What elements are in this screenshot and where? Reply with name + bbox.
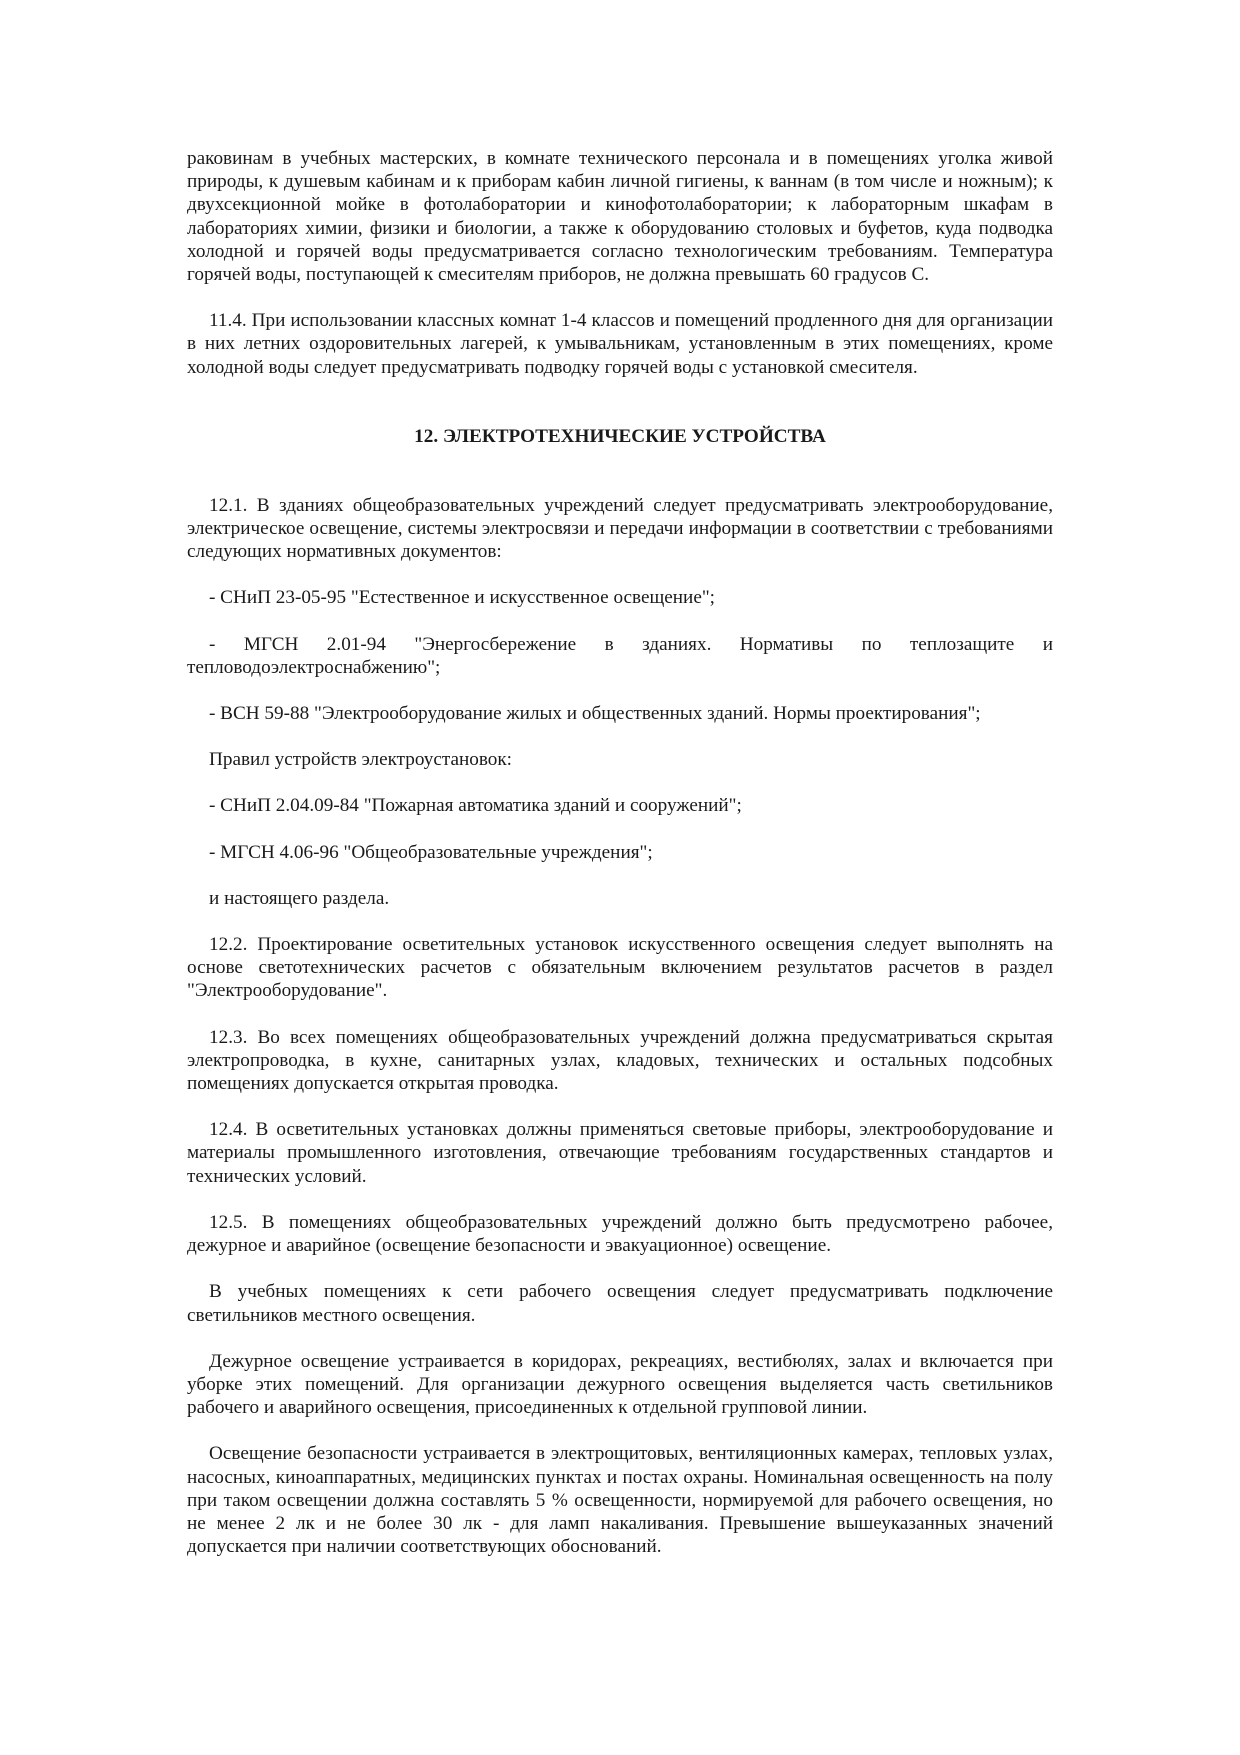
paragraph-local-lighting: В учебных помещениях к сети рабочего освещения следует предусматривать подключение светильников местного освещения.: [187, 1281, 1053, 1326]
paragraph-12-3: 12.3. Во всех помещениях общеобразовательных учреждений должна предусматриваться скрытая электропроводка, в кухне, санитарных узлах, кладовых, технических и остальных подсобных помещениях допускается открытая проводка.: [187, 1026, 1053, 1095]
paragraph-12-4: 12.4. В осветительных установках должны применяться световые приборы, электрооборудование и материалы промышленного изготовления, отвечающие требованиям государственных стандартов и технических условий.: [187, 1119, 1053, 1187]
list-item-mgsn-2-01-94: - МГСН 2.01-94 "Энергосбережение в зданиях. Нормативы по теплозащите и тепловодоэлектроснабжению";: [187, 633, 1053, 678]
paragraph-this-section: и настоящего раздела.: [209, 887, 390, 909]
paragraph-safety-lighting: Освещение безопасности устраивается в электрощитовых, вентиляционных камерах, тепловых узлах, насосных, киноаппаратных, медицинских пунктах и постах охраны. Номинальная освещенность на полу при таком освещении должна составлять 5 % освещенности, нормируемой для рабочего освещения, но не менее 2 лк и не более 30 лк - для ламп накаливания. Превышение вышеуказанных значений допускается при наличии соответствующих обоснований.: [187, 1443, 1053, 1558]
document-page: [187, 147, 1053, 1558]
paragraph-continued: раковинам в учебных мастерских, в комнате технического персонала и в помещениях уголка живой природы, к душевым кабинам и к приборам кабин личной гигиены, к ваннам (в том числе и ножным); к двухсекционной мойке в фотолаборатории и кинофотолаборатории; к лабораторным шкафам в лабораториях химии, физики и биологии, а также к оборудованию столовых и буфетов, куда подводка холодной и горячей воды предусматривается согласно технологическим требованиям. Температура горячей воды, поступающей к смесителям приборов, не должна превышать 60 градусов С.: [187, 148, 1053, 286]
list-item-vsn-59-88: - ВСН 59-88 "Электрооборудование жилых и общественных зданий. Нормы проектирования";: [209, 703, 981, 725]
paragraph-duty-lighting: Дежурное освещение устраивается в коридорах, рекреациях, вестибюлях, залах и включается при уборке этих помещений. Для организации дежурного освещения выделяется часть светильников рабочего и аварийного освещения, присоединенных к отдельной групповой линии.: [187, 1350, 1053, 1419]
paragraph-11-4: 11.4. При использовании классных комнат 1-4 классов и помещений продленного дня для организации в них летних оздоровительных лагерей, к умывальникам, установленным в этих помещениях, кроме холодной воды следует предусматривать подводку горячей воды с установкой смесителя.: [187, 310, 1053, 378]
list-item-snip-23-05-95: - СНиП 23-05-95 "Естественное и искусственное освещение";: [209, 587, 716, 609]
section-heading: 12. ЭЛЕКТРОТЕХНИЧЕСКИЕ УСТРОЙСТВА: [414, 425, 826, 447]
list-item-snip-2-04-09-84: - СНиП 2.04.09-84 "Пожарная автоматика зданий и сооружений";: [209, 795, 742, 817]
paragraph-pue: Правил устройств электроустановок:: [209, 749, 513, 771]
paragraph-12-2: 12.2. Проектирование осветительных установок искусственного освещения следует выполнять на основе светотехнических расчетов с обязательным включением результатов расчетов в раздел "Электрооборудование".: [187, 934, 1053, 1002]
list-item-mgsn-4-06-96: - МГСН 4.06-96 "Общеобразовательные учреждения";: [209, 841, 653, 863]
paragraph-12-5: 12.5. В помещениях общеобразовательных учреждений должно быть предусмотрено рабочее, дежурное и аварийное (освещение безопасности и эвакуационное) освещение.: [187, 1211, 1053, 1257]
paragraph-12-1: 12.1. В зданиях общеобразовательных учреждений следует предусматривать электрооборудование, электрическое освещение, системы электросвязи и передачи информации в соответствии с требованиями следующих нормативных документов:: [187, 494, 1053, 563]
